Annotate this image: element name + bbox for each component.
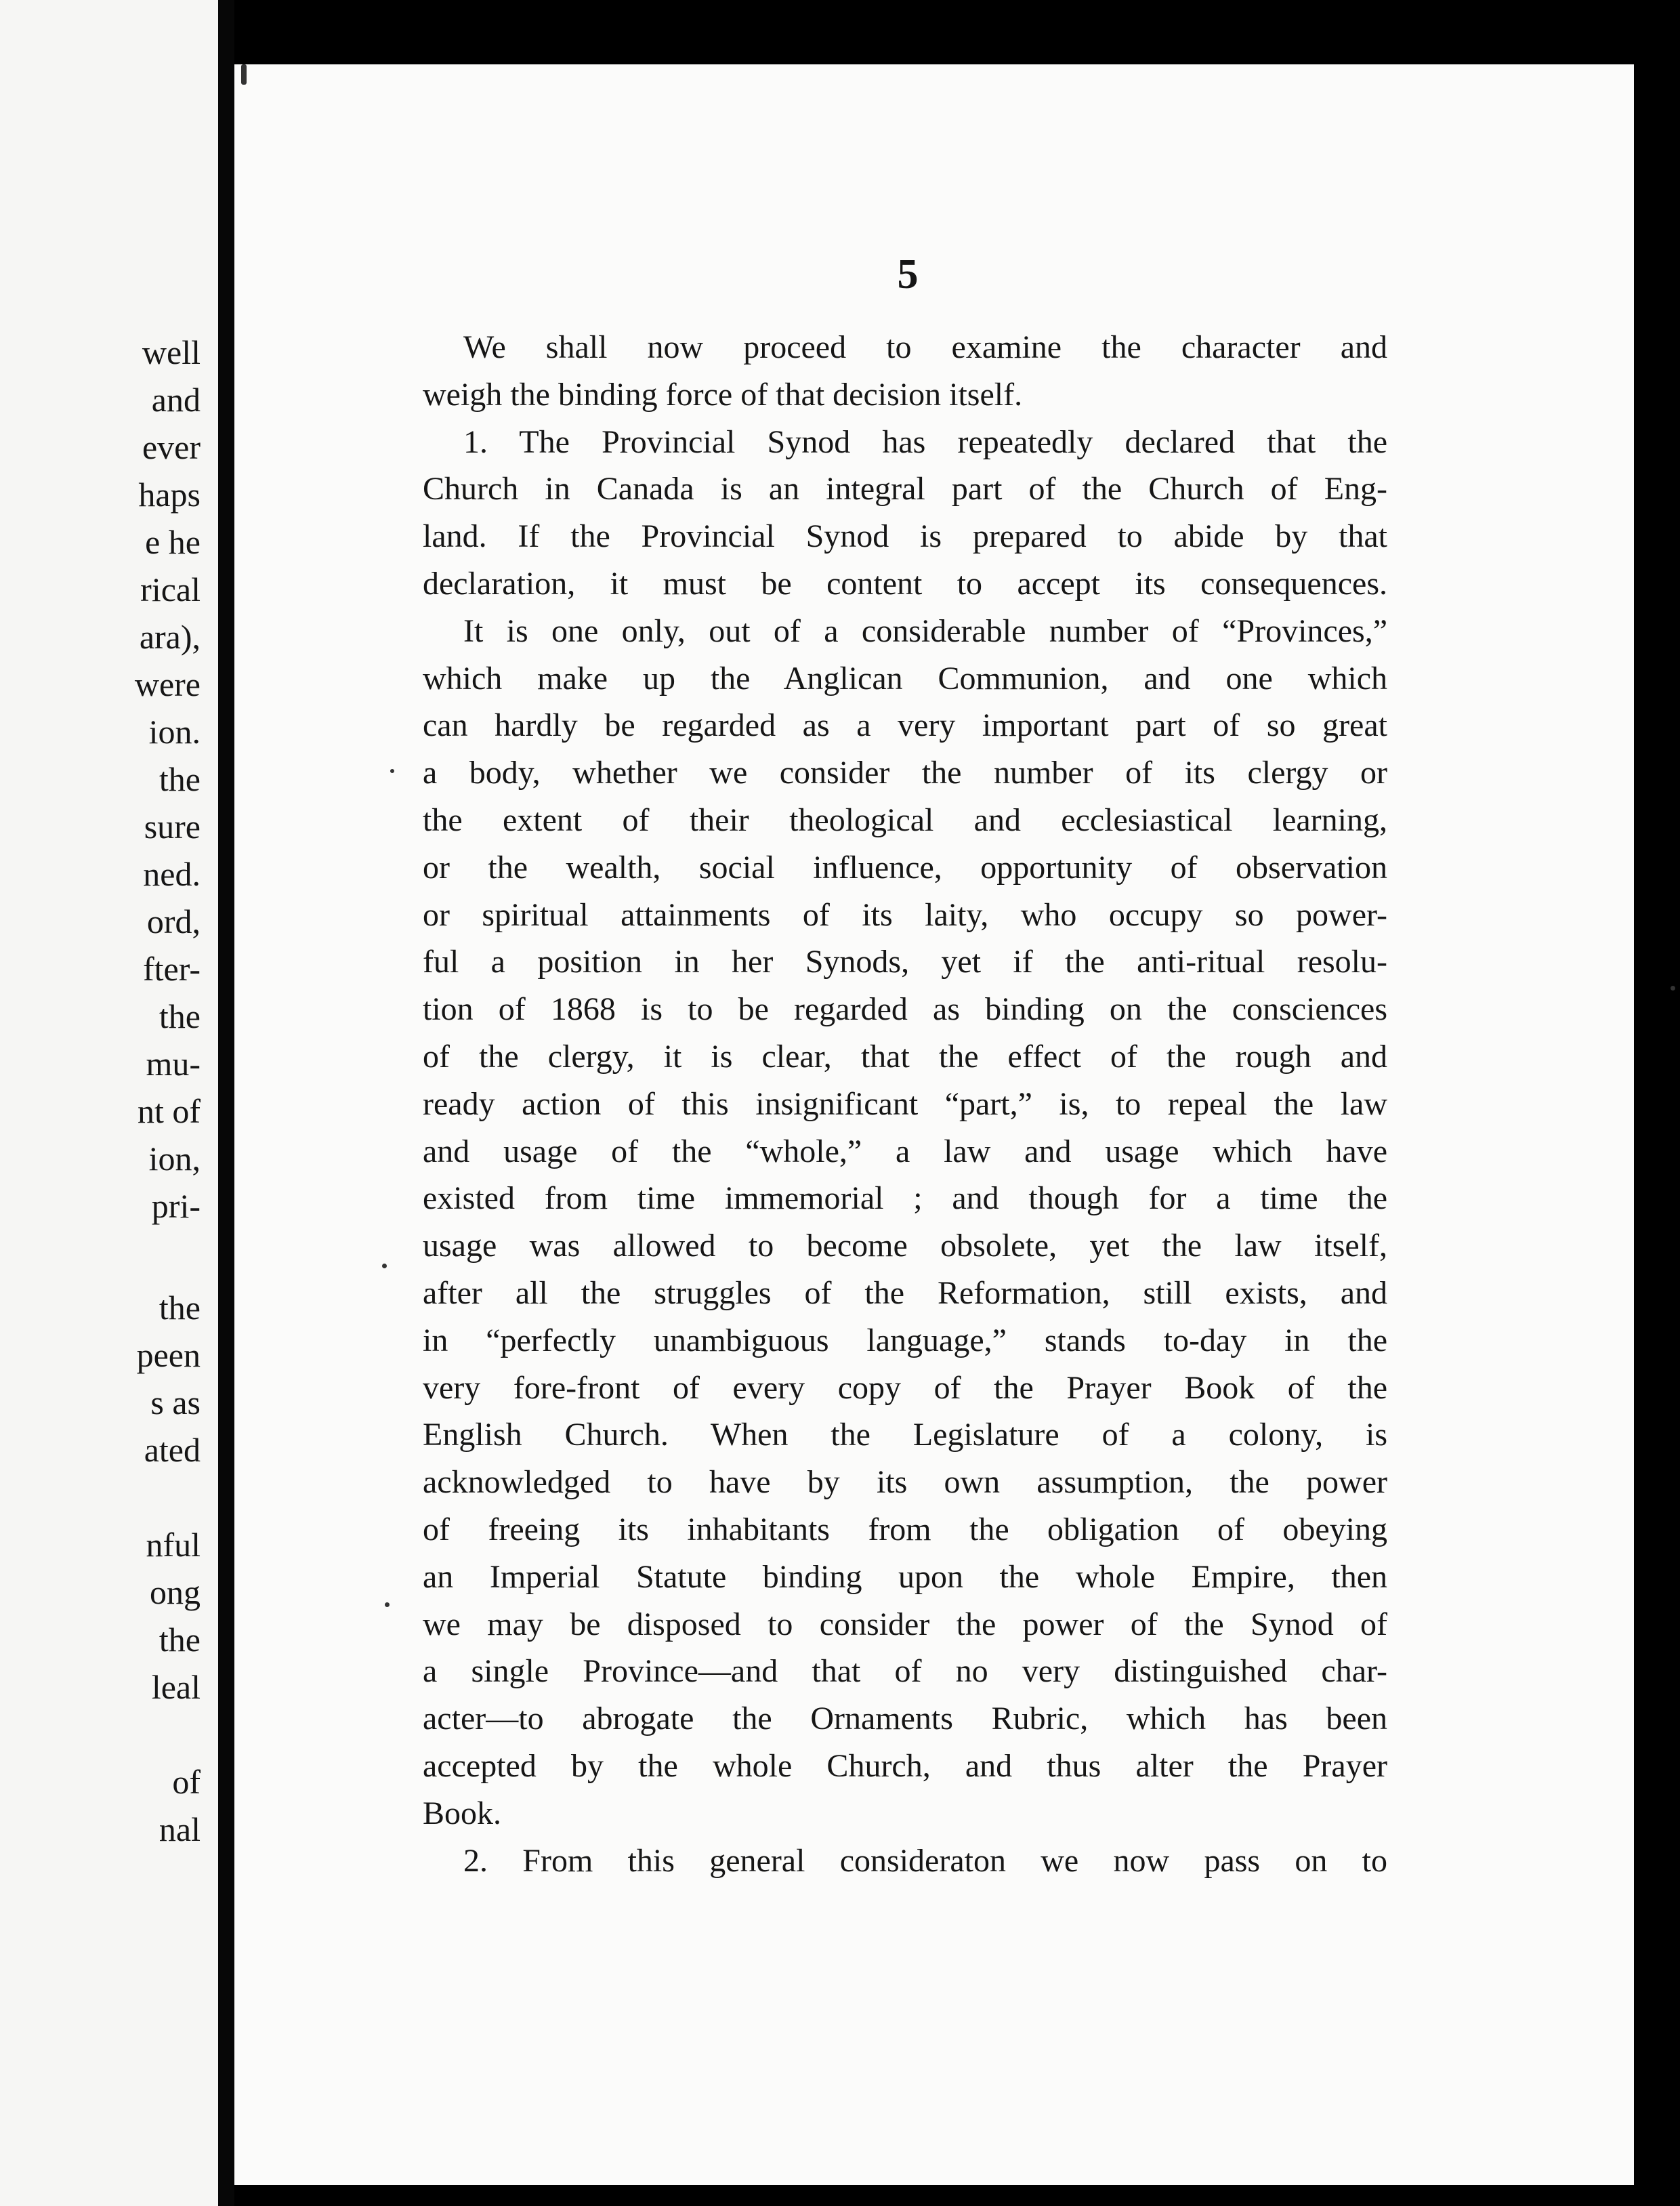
text-line: an Imperial Statute binding upon the whole Empire, then xyxy=(423,1558,1387,1595)
left-page-fragment: the xyxy=(159,1621,201,1659)
left-page-fragment: fter- xyxy=(142,950,201,988)
left-page-fragment: e he xyxy=(145,523,201,561)
text-line: acknowledged to have by its own assumption, the power xyxy=(423,1464,1387,1501)
left-page-fragment: haps xyxy=(138,476,201,514)
text-line: and usage of the “whole,” a law and usage which have xyxy=(423,1133,1387,1169)
text-line: We shall now proceed to examine the character and xyxy=(463,329,1387,365)
text-line: after all the struggles of the Reformation, still exists, and xyxy=(423,1274,1387,1311)
text-line: in “perfectly unambiguous language,” stands to-day in the xyxy=(423,1322,1387,1358)
left-page-fragment: nt of xyxy=(137,1092,201,1130)
text-line: weigh the binding force of that decision itself. xyxy=(423,376,1023,413)
text-line: accepted by the whole Church, and thus alter the Prayer xyxy=(423,1747,1387,1784)
left-page-fragment: nal xyxy=(159,1810,201,1848)
text-line: declaration, it must be content to accept its consequences. xyxy=(423,565,1387,602)
text-line: English Church. When the Legislature of a colony, is xyxy=(423,1417,1387,1453)
left-page-fragment: mu- xyxy=(146,1045,201,1083)
text-line: land. If the Provincial Synod is prepared to abide by that xyxy=(423,518,1387,555)
left-page-fragment: peen xyxy=(136,1336,201,1374)
left-page-fragment: nful xyxy=(146,1526,201,1564)
scan-speck xyxy=(385,1602,390,1607)
text-line: which make up the Anglican Communion, and one which xyxy=(423,660,1387,696)
text-line: of freeing its inhabitants from the obligation of obeying xyxy=(423,1511,1387,1547)
text-line: ready action of this insignificant “part,” is, to repeal the law xyxy=(423,1085,1387,1122)
scan-speck xyxy=(390,769,394,773)
book-gutter xyxy=(218,0,234,2206)
text-line: Book. xyxy=(423,1795,502,1831)
text-line: It is one only, out of a considerable number of “Provinces,” xyxy=(463,612,1387,649)
text-line: very fore-front of every copy of the Prayer Book of the xyxy=(423,1369,1387,1406)
text-line: usage was allowed to become obsolete, yet the law itself, xyxy=(423,1228,1387,1264)
page-number: 5 xyxy=(897,251,919,297)
text-line: Church in Canada is an integral part of the Church of Eng- xyxy=(423,471,1387,507)
left-page-fragment: well xyxy=(142,333,201,371)
left-page-fragment: and xyxy=(151,381,201,419)
text-line: 1. The Provincial Synod has repeatedly declared that the xyxy=(463,423,1387,460)
scan-speck xyxy=(241,64,247,85)
left-page-fragment: were xyxy=(134,665,201,703)
left-page-fragment: the xyxy=(159,1289,201,1327)
left-page-fragment: pri- xyxy=(151,1187,201,1225)
text-line: a single Province—and that of no very distinguished char- xyxy=(423,1653,1387,1690)
scan-speck xyxy=(382,1264,387,1268)
text-line: we may be disposed to consider the power of the Synod of xyxy=(423,1606,1387,1642)
left-page-fragment: rical xyxy=(140,570,201,608)
left-page-fragment: ara), xyxy=(139,618,201,656)
left-page-fragment: ion, xyxy=(148,1140,201,1178)
text-line: tion of 1868 is to be regarded as binding on the consciences xyxy=(423,991,1387,1028)
text-line: a body, whether we consider the number of its clergy or xyxy=(423,755,1387,791)
text-line: can hardly be regarded as a very important part of so great xyxy=(423,707,1387,744)
left-page-fragment: ord, xyxy=(146,902,201,940)
text-line: of the clergy, it is clear, that the effect of the rough and xyxy=(423,1038,1387,1075)
text-line: 2. From this general consideraton we now pass on to xyxy=(463,1842,1387,1879)
text-line: ful a position in her Synods, yet if the anti-ritual resolu- xyxy=(423,944,1387,980)
text-line: the extent of their theological and ecclesiastical learning, xyxy=(423,802,1387,838)
text-line: or spiritual attainments of its laity, who occupy so power- xyxy=(423,896,1387,933)
body-text xyxy=(423,324,1387,1884)
text-line: acter—to abrogate the Ornaments Rubric, which has been xyxy=(423,1701,1387,1737)
left-page-fragment: sure xyxy=(144,808,201,846)
text-line: or the wealth, social influence, opportunity of observation xyxy=(423,849,1387,886)
left-page-fragment: ong xyxy=(150,1573,201,1611)
left-page-fragment: ated xyxy=(144,1431,201,1469)
left-page-fragment: s as xyxy=(150,1383,201,1421)
left-page xyxy=(0,0,218,2206)
left-page-fragment: the xyxy=(159,760,201,798)
left-page-fragment: ion. xyxy=(148,713,201,751)
left-page-fragment: of xyxy=(172,1763,201,1801)
left-page-fragment: ever xyxy=(142,428,201,466)
left-page-fragment: ned. xyxy=(143,855,201,893)
scan-speck xyxy=(1671,986,1675,991)
left-page-fragment: leal xyxy=(151,1668,201,1706)
left-page-fragment: the xyxy=(159,997,201,1035)
text-line: existed from time immemorial ; and though for a time the xyxy=(423,1180,1387,1217)
